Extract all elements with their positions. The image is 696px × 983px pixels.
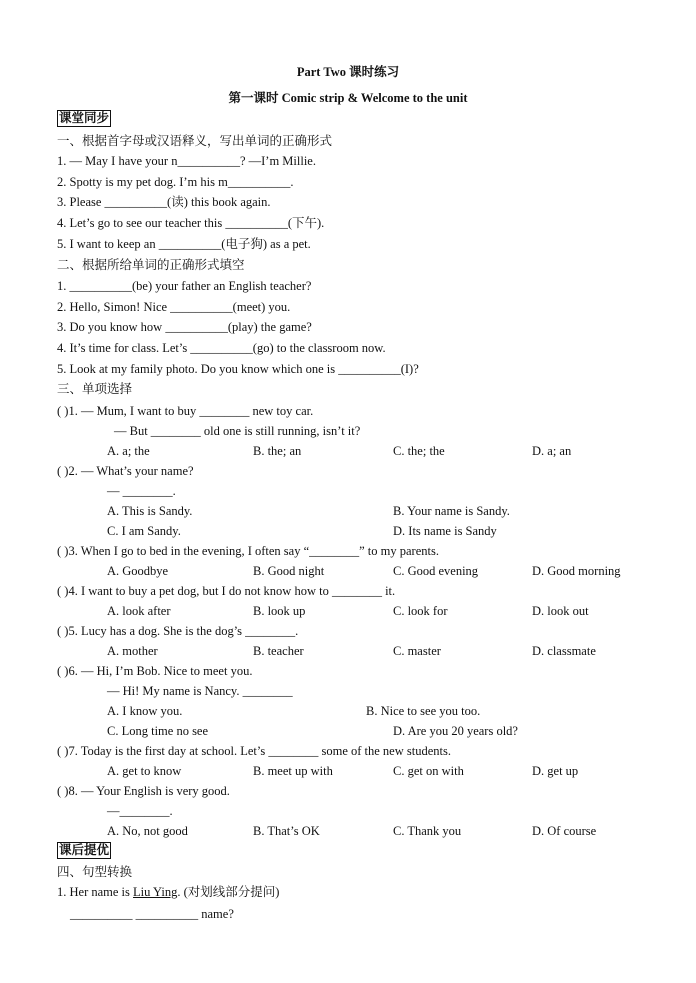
mc-option: C. I am Sandy.: [107, 524, 181, 538]
mc-option: B. That’s OK: [253, 824, 320, 838]
mc-option: D. a; an: [532, 444, 572, 458]
question-line: 3. Please __________(读) this book again.: [57, 195, 271, 209]
mc-question-line: — Hi! My name is Nancy. ________: [107, 684, 293, 698]
mc-option: B. Nice to see you too.: [366, 704, 481, 718]
mc-option: D. classmate: [532, 644, 596, 658]
question-line: 2. Spotty is my pet dog. I’m his m__________.: [57, 175, 294, 189]
mc-question-stem: ( )8. — Your English is very good.: [57, 784, 230, 798]
mc-question-stem: ( )2. — What’s your name?: [57, 464, 194, 478]
mc-option: D. Good morning: [532, 564, 621, 578]
question-line: 1. — May I have your n__________? —I’m Millie.: [57, 154, 316, 168]
mc-option: C. Thank you: [393, 824, 462, 838]
mc-option: B. look up: [253, 604, 306, 618]
section-box-after-class: 课后提优: [59, 843, 110, 857]
underlined-target: Liu Ying: [133, 885, 178, 899]
mc-option: B. teacher: [253, 644, 304, 658]
mc-question-line: — ________.: [107, 484, 176, 498]
mc-option: A. look after: [107, 604, 171, 618]
section-heading-3: 三、单项选择: [57, 382, 133, 396]
mc-question-stem: ( )7. Today is the first day at school. Let’s ________ some of the new students.: [57, 744, 451, 758]
question-line: 5. Look at my family photo. Do you know which one is __________(I)?: [57, 362, 419, 376]
section-heading-4: 四、句型转换: [57, 865, 133, 879]
section-box-in-class: 课堂同步: [59, 111, 110, 125]
mc-option: D. Its name is Sandy: [393, 524, 497, 538]
question-line: 4. It’s time for class. Let’s __________(go) to the classroom now.: [57, 341, 386, 355]
mc-question-stem: ( )4. I want to buy a pet dog, but I do not know how to ________ it.: [57, 584, 396, 598]
mc-question-stem: ( )6. — Hi, I’m Bob. Nice to meet you.: [57, 664, 253, 678]
question-instruction: . (对划线部分提问): [177, 885, 280, 899]
mc-question-stem: ( )1. — Mum, I want to buy ________ new toy car.: [57, 404, 314, 418]
page-subtitle: 第一课时 Comic strip & Welcome to the unit: [228, 91, 468, 105]
question-line: 4. Let’s go to see our teacher this __________(下午).: [57, 216, 325, 230]
mc-question-line: — But ________ old one is still running, isn’t it?: [114, 424, 361, 438]
mc-option: C. get on with: [393, 764, 464, 778]
section-heading-1: 一、根据首字母或汉语释义，写出单词的正确形式: [57, 134, 333, 148]
question-text: 1. Her name is: [57, 885, 134, 899]
mc-option: C. look for: [393, 604, 448, 618]
mc-question-stem: ( )5. Lucy has a dog. She is the dog’s ________.: [57, 624, 299, 638]
question-line: 2. Hello, Simon! Nice __________(meet) you.: [57, 300, 291, 314]
mc-option: C. master: [393, 644, 441, 658]
answer-line: __________ __________ name?: [70, 907, 234, 921]
mc-option: C. Good evening: [393, 564, 479, 578]
mc-option: C. Long time no see: [107, 724, 209, 738]
question-line: 5. I want to keep an __________(电子狗) as a pet.: [57, 237, 311, 251]
mc-option: C. the; the: [393, 444, 445, 458]
mc-option: D. get up: [532, 764, 579, 778]
mc-option: A. This is Sandy.: [107, 504, 193, 518]
mc-option: D. look out: [532, 604, 589, 618]
mc-option: B. Your name is Sandy.: [393, 504, 510, 518]
mc-question-stem: ( )3. When I go to bed in the evening, I often say “________” to my parents.: [57, 544, 439, 558]
mc-option: A. Goodbye: [107, 564, 169, 578]
mc-option: B. meet up with: [253, 764, 333, 778]
mc-option: A. No, not good: [107, 824, 188, 838]
section-heading-2: 二、根据所给单词的正确形式填空: [57, 258, 245, 272]
mc-option: D. Are you 20 years old?: [393, 724, 518, 738]
transform-question: [57, 884, 279, 900]
mc-option: B. the; an: [253, 444, 302, 458]
mc-question-line: —________.: [107, 804, 173, 818]
question-line: 3. Do you know how __________(play) the game?: [57, 320, 312, 334]
mc-option: A. I know you.: [107, 704, 183, 718]
mc-option: A. mother: [107, 644, 158, 658]
mc-option: B. Good night: [253, 564, 325, 578]
page-title: Part Two 课时练习: [296, 65, 400, 79]
mc-option: A. get to know: [107, 764, 182, 778]
question-line: 1. __________(be) your father an English teacher?: [57, 279, 312, 293]
mc-option: A. a; the: [107, 444, 150, 458]
mc-option: D. Of course: [532, 824, 597, 838]
